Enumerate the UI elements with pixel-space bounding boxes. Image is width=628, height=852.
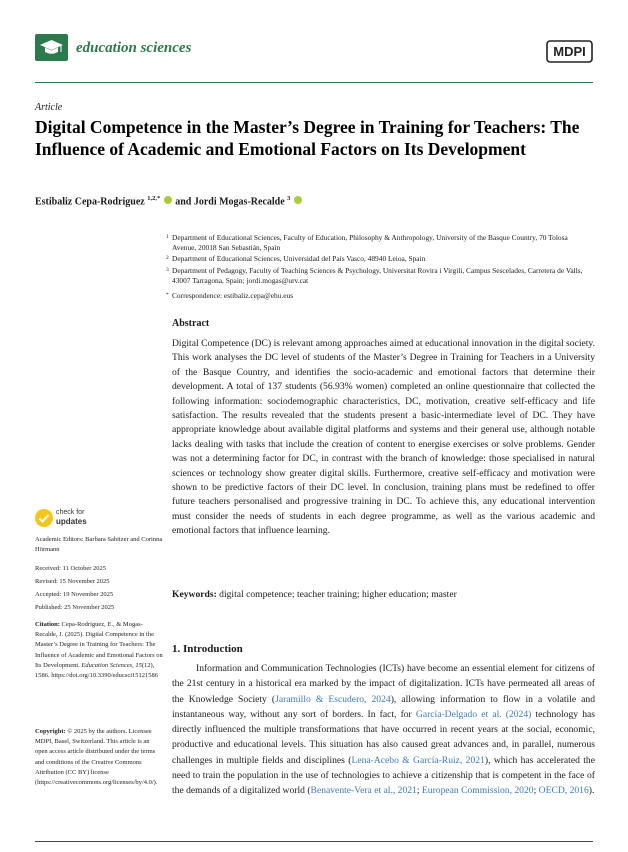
body-text: ), which has accelerated the need to train the population in the use of technologies to achieve a citizenship that is competent in the face of the demands of a digitalized world (	[172, 754, 595, 797]
date-received: Received: 11 October 2025	[35, 565, 107, 572]
check-updates-icon[interactable]	[35, 509, 53, 527]
citation-link[interactable]: García-Delgado et al. (2024)	[415, 708, 532, 720]
date-revised: Revised: 15 November 2025	[35, 578, 110, 585]
citation-link[interactable]: Lena-Acebo & García-Ruiz, 2021	[351, 754, 485, 766]
check-updates-line2: updates	[56, 517, 87, 526]
check-updates-line1: check for	[56, 509, 85, 516]
check-updates-button[interactable]	[56, 508, 87, 527]
citation-journal: Education Sciences, 15	[81, 661, 142, 669]
intro-paragraph	[172, 661, 595, 799]
footer-rule	[35, 841, 593, 842]
citation-block	[35, 620, 163, 681]
orcid-icon[interactable]	[294, 196, 302, 204]
body-text: ;	[533, 785, 539, 797]
abstract-text: Digital Competence (DC) is relevant among approaches aimed at educational innovation in the digital society. This work analyses the DC level of students of the Master’s Degree in Training for Teachers in a University of the Basque Country, and identifies the socio-academic and emotional factors that determine their development. A total of 137 students (56.93% women) completed an online questionnaire that collected the following information: sociodemographic characteristics, DC, motivation, creative self-efficacy and life satisfaction. The results revealed that the students present a basic-intermediate level of DC. They have appropriate knowledge about available digital platforms and systems and their general use, although notable lacks dealing with tasks that include the creation of content to energise exercises or solve problems. Gender was not a determining factor for DC, in contrast with the branch of knowledge: those specialised in natural sciences or technology show greater digital skills. Furthermore, creative self-efficacy and motivation were shown to be predictive factors of their DC level. In conclusion, training plans must be redefined to offer future teachers personalised and progressive training in DC. To achieve this, any educational intervention must consider the needs of students in each degree programme, as well as the various academic and emotional factors that influence learning.	[172, 338, 595, 537]
author-affil-sup: 3	[287, 195, 291, 202]
body-text: ).	[588, 785, 595, 797]
article-type: Article	[35, 102, 63, 113]
article-title: Digital Competence in the Master’s Degree in Training for Teachers: The Influence of Academic and Emotional Factors on Its Development	[35, 117, 580, 159]
abstract-heading: Abstract	[172, 318, 210, 329]
date-accepted: Accepted: 19 November 2025	[35, 591, 114, 598]
affiliation-number: *	[166, 292, 169, 298]
author-affil-sup: 1,2,*	[147, 195, 161, 202]
mdpi-logo	[546, 40, 593, 63]
body-text: Information and Communication Technologies (ICTs) have become an essential element for citizens of the 21st century in a historical era marked by the impact of digitalization. ICTs have permeated all areas of the Knowledge Society (	[172, 663, 595, 705]
citation-link[interactable]: Benavente-Vera et al., 2021	[310, 785, 417, 797]
keywords-label: Keywords:	[172, 589, 217, 600]
body-text: technology has directly influenced the multiple transformations that have occurred in recent years at the social, economic, productive and educational levels. This situation has also caused great advances and, in parallel, numerous challenges in multiple fields and disciplines (	[172, 708, 596, 766]
journal-name: education sciences	[76, 40, 192, 56]
affiliation-number: 3	[166, 267, 169, 273]
body-text: ;	[416, 785, 422, 797]
section-heading: 1. Introduction	[172, 643, 243, 655]
affiliation-item	[166, 233, 592, 253]
affiliation-number: 2	[166, 255, 169, 261]
author-join: and	[175, 196, 192, 208]
date-published: Published: 25 November 2025	[35, 604, 115, 611]
affiliation-number: 1	[166, 234, 169, 240]
graduation-cap-icon	[39, 37, 64, 58]
affiliation-text: Correspondence: estibaliz.cepa@ehu.eus	[172, 291, 294, 300]
body-text: ), allowing information to flow in a volatile and instantaneous way, without any sort of borders. In fact, for	[172, 693, 595, 720]
author-name[interactable]: Jordi Mogas-Recalde	[193, 196, 285, 208]
affiliation-item	[166, 291, 592, 301]
author-name[interactable]: Estibaliz Cepa-Rodriguez	[35, 196, 145, 208]
citation-link[interactable]: Jaramillo & Escudero, 2024	[275, 693, 391, 705]
academic-editors: Academic Editors: Barbara Sabitzer and Corinna Hörmann	[35, 536, 163, 554]
keywords-text: digital competence; teacher training; higher education; master	[219, 589, 457, 600]
publisher-name: MDPI	[553, 44, 586, 59]
keywords	[172, 589, 595, 600]
affiliation-text: Department of Educational Sciences, Universidad del País Vasco, 48940 Leioa, Spain	[172, 254, 426, 263]
affiliation-item	[166, 266, 592, 286]
author-list	[35, 195, 595, 207]
citation-label: Citation:	[35, 621, 60, 628]
citation-link[interactable]: European Commission, 2020	[421, 785, 534, 797]
journal-logo	[35, 34, 68, 61]
citation-doi[interactable]: (12), 1586. https://doi.org/10.3390/educsci15121586	[35, 661, 159, 680]
copyright-label: Copyright:	[35, 728, 66, 735]
header-rule	[35, 82, 593, 83]
orcid-icon[interactable]	[164, 196, 172, 204]
copyright-text: © 2025 by the authors. Licensee MDPI, Basel, Switzerland. This article is an open access article distributed under the terms and conditions of the Creative Commons Attribution (CC BY) license (https://creativecommons.org/licenses/by/4.0/).	[35, 728, 158, 787]
affiliation-text: Department of Pedagogy, Faculty of Teaching Sciences & Psychology, Universitat Rovira i Virgili, Campus Sescelades, Carretera de Valls, 43007 Tarragona, Spain; jordi.mogas@urv.cat	[172, 266, 583, 285]
affiliation-item	[166, 254, 592, 264]
copyright-block	[35, 727, 163, 788]
citation-link[interactable]: OECD, 2016	[538, 785, 589, 797]
affiliation-text: Department of Educational Sciences, Faculty of Education, Philosophy & Anthropology, University of the Basque Country, 70 Tolosa Avenue, 20018 San Sebastián, Spain	[172, 233, 568, 252]
citation-text: Cepa-Rodriguez, E., & Mogas-Recalde, J. (2025). Digital Competence in the Master’s Degree in Training for Teachers: The Influence of Academic and Emotional Factors on Its Development.	[35, 621, 163, 669]
